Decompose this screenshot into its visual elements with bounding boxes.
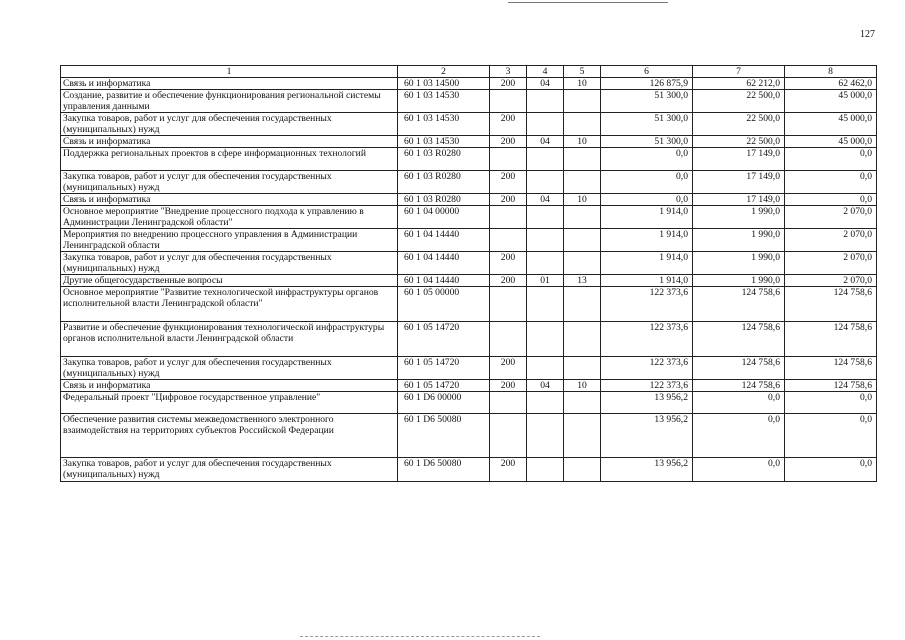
row-code: 60 1 03 14530	[398, 113, 490, 136]
header-cell: 5	[564, 66, 601, 78]
row-code: 60 1 D6 50080	[398, 458, 490, 482]
row-subsection	[564, 252, 601, 275]
row-amount-year-2: 1 990,0	[693, 252, 785, 275]
row-code: 60 1 03 R0280	[398, 171, 490, 194]
row-section: 01	[527, 275, 564, 287]
row-subsection	[564, 458, 601, 482]
row-amount-year-2: 1 990,0	[693, 206, 785, 229]
row-amount-year-3: 2 070,0	[785, 229, 877, 252]
row-amount-year-1: 51 300,0	[601, 113, 693, 136]
row-subsection	[564, 287, 601, 322]
table-row	[61, 357, 877, 380]
row-amount-year-3: 62 462,0	[785, 78, 877, 90]
row-section	[527, 148, 564, 171]
table-row	[61, 392, 877, 414]
table-row	[61, 113, 877, 136]
row-code: 60 1 05 14720	[398, 322, 490, 357]
row-amount-year-3: 124 758,6	[785, 357, 877, 380]
row-amount-year-3: 2 070,0	[785, 252, 877, 275]
row-section	[527, 458, 564, 482]
row-section	[527, 414, 564, 458]
row-code: 60 1 04 14440	[398, 229, 490, 252]
row-name: Основное мероприятие "Внедрение процессного подхода к управлению в Администрации Ленинградской области"	[61, 206, 398, 229]
row-amount-year-1: 1 914,0	[601, 275, 693, 287]
row-name: Связь и информатика	[61, 194, 398, 206]
row-amount-year-3: 0,0	[785, 414, 877, 458]
row-amount-year-1: 1 914,0	[601, 206, 693, 229]
row-amount-year-2: 1 990,0	[693, 275, 785, 287]
row-expense-type: 200	[490, 194, 527, 206]
row-name: Закупка товаров, работ и услуг для обеспечения государственных (муниципальных) нужд	[61, 357, 398, 380]
row-subsection	[564, 206, 601, 229]
row-code: 60 1 05 00000	[398, 287, 490, 322]
row-section: 04	[527, 136, 564, 148]
row-expense-type	[490, 148, 527, 171]
row-name: Закупка товаров, работ и услуг для обеспечения государственных (муниципальных) нужд	[61, 252, 398, 275]
row-code: 60 1 05 14720	[398, 380, 490, 392]
table-row	[61, 458, 877, 482]
table-row	[61, 171, 877, 194]
table-row	[61, 322, 877, 357]
row-amount-year-1: 126 875,9	[601, 78, 693, 90]
row-name: Поддержка региональных проектов в сфере информационных технологий	[61, 148, 398, 171]
row-amount-year-2: 22 500,0	[693, 90, 785, 113]
row-amount-year-1: 122 373,6	[601, 357, 693, 380]
header-cell: 3	[490, 66, 527, 78]
row-subsection	[564, 322, 601, 357]
row-amount-year-2: 124 758,6	[693, 287, 785, 322]
header-cell: 8	[785, 66, 877, 78]
bottom-rule	[300, 636, 540, 637]
table-row	[61, 78, 877, 90]
row-name: Обеспечение развития системы межведомственного электронного взаимодействия на территориях субъектов Российской Федерации	[61, 414, 398, 458]
row-amount-year-2: 17 149,0	[693, 171, 785, 194]
row-name: Развитие и обеспечение функционирования технологической инфраструктуры органов исполнительной власти Ленинградской области	[61, 322, 398, 357]
row-section	[527, 287, 564, 322]
row-amount-year-3: 0,0	[785, 458, 877, 482]
row-expense-type	[490, 392, 527, 414]
row-amount-year-2: 62 212,0	[693, 78, 785, 90]
row-name: Связь и информатика	[61, 136, 398, 148]
row-name: Мероприятия по внедрению процессного управления в Администрации Ленинградской области	[61, 229, 398, 252]
row-subsection	[564, 392, 601, 414]
row-amount-year-1: 51 300,0	[601, 90, 693, 113]
top-rule	[508, 2, 668, 3]
row-expense-type	[490, 287, 527, 322]
row-amount-year-2: 124 758,6	[693, 322, 785, 357]
row-subsection	[564, 148, 601, 171]
row-code: 60 1 03 14500	[398, 78, 490, 90]
row-amount-year-3: 0,0	[785, 392, 877, 414]
row-amount-year-2: 22 500,0	[693, 113, 785, 136]
row-amount-year-3: 0,0	[785, 148, 877, 171]
row-amount-year-2: 22 500,0	[693, 136, 785, 148]
row-name: Закупка товаров, работ и услуг для обеспечения государственных (муниципальных) нужд	[61, 171, 398, 194]
row-expense-type: 200	[490, 78, 527, 90]
row-subsection	[564, 171, 601, 194]
row-subsection	[564, 229, 601, 252]
row-name: Связь и информатика	[61, 78, 398, 90]
table-row	[61, 414, 877, 458]
row-name: Федеральный проект "Цифровое государственное управление"	[61, 392, 398, 414]
row-code: 60 1 04 14440	[398, 275, 490, 287]
row-amount-year-2: 0,0	[693, 414, 785, 458]
row-name: Связь и информатика	[61, 380, 398, 392]
row-subsection: 13	[564, 275, 601, 287]
row-expense-type: 200	[490, 113, 527, 136]
table-body	[61, 66, 877, 482]
row-expense-type: 200	[490, 458, 527, 482]
row-section	[527, 322, 564, 357]
row-amount-year-1: 0,0	[601, 171, 693, 194]
header-cell: 1	[61, 66, 398, 78]
row-amount-year-1: 122 373,6	[601, 380, 693, 392]
row-amount-year-2: 1 990,0	[693, 229, 785, 252]
row-code: 60 1 03 R0280	[398, 148, 490, 171]
row-section	[527, 229, 564, 252]
row-amount-year-1: 0,0	[601, 194, 693, 206]
row-code: 60 1 04 00000	[398, 206, 490, 229]
row-name: Другие общегосударственные вопросы	[61, 275, 398, 287]
row-expense-type: 200	[490, 275, 527, 287]
row-amount-year-3: 124 758,6	[785, 322, 877, 357]
row-amount-year-3: 45 000,0	[785, 90, 877, 113]
row-section	[527, 90, 564, 113]
row-subsection	[564, 414, 601, 458]
row-amount-year-1: 13 956,2	[601, 414, 693, 458]
row-name: Закупка товаров, работ и услуг для обеспечения государственных (муниципальных) нужд	[61, 113, 398, 136]
row-expense-type	[490, 414, 527, 458]
row-section	[527, 357, 564, 380]
row-amount-year-2: 0,0	[693, 458, 785, 482]
header-cell: 2	[398, 66, 490, 78]
row-code: 60 1 D6 00000	[398, 392, 490, 414]
table-row	[61, 229, 877, 252]
table-row	[61, 194, 877, 206]
row-amount-year-2: 17 149,0	[693, 148, 785, 171]
row-amount-year-1: 122 373,6	[601, 322, 693, 357]
row-name: Основное мероприятие "Развитие технологической инфраструктуры органов исполнительной власти Ленинградской области"	[61, 287, 398, 322]
row-code: 60 1 D6 50080	[398, 414, 490, 458]
row-amount-year-1: 1 914,0	[601, 229, 693, 252]
table-row	[61, 148, 877, 171]
row-expense-type: 200	[490, 380, 527, 392]
row-section: 04	[527, 78, 564, 90]
row-amount-year-3: 0,0	[785, 194, 877, 206]
row-code: 60 1 03 14530	[398, 90, 490, 113]
table-header-row	[61, 66, 877, 78]
row-expense-type: 200	[490, 136, 527, 148]
row-amount-year-1: 0,0	[601, 148, 693, 171]
row-amount-year-3: 2 070,0	[785, 275, 877, 287]
row-subsection: 10	[564, 194, 601, 206]
row-amount-year-3: 45 000,0	[785, 136, 877, 148]
row-subsection: 10	[564, 136, 601, 148]
row-section	[527, 252, 564, 275]
row-section	[527, 392, 564, 414]
table-row	[61, 252, 877, 275]
row-subsection: 10	[564, 78, 601, 90]
row-expense-type: 200	[490, 252, 527, 275]
table-row	[61, 136, 877, 148]
row-amount-year-2: 17 149,0	[693, 194, 785, 206]
row-amount-year-3: 124 758,6	[785, 380, 877, 392]
row-amount-year-1: 51 300,0	[601, 136, 693, 148]
row-amount-year-3: 45 000,0	[785, 113, 877, 136]
row-subsection	[564, 113, 601, 136]
page-number: 127	[860, 29, 875, 40]
row-amount-year-1: 13 956,2	[601, 392, 693, 414]
header-cell: 7	[693, 66, 785, 78]
row-section: 04	[527, 194, 564, 206]
row-subsection	[564, 90, 601, 113]
row-section	[527, 206, 564, 229]
table-row	[61, 287, 877, 322]
row-amount-year-1: 1 914,0	[601, 252, 693, 275]
row-code: 60 1 04 14440	[398, 252, 490, 275]
row-amount-year-2: 124 758,6	[693, 357, 785, 380]
row-expense-type: 200	[490, 357, 527, 380]
row-expense-type	[490, 90, 527, 113]
row-name: Закупка товаров, работ и услуг для обеспечения государственных (муниципальных) нужд	[61, 458, 398, 482]
row-code: 60 1 03 14530	[398, 136, 490, 148]
row-expense-type	[490, 206, 527, 229]
table-row	[61, 275, 877, 287]
row-section: 04	[527, 380, 564, 392]
row-subsection: 10	[564, 380, 601, 392]
table-row	[61, 90, 877, 113]
header-cell: 4	[527, 66, 564, 78]
row-expense-type: 200	[490, 171, 527, 194]
row-expense-type	[490, 322, 527, 357]
row-code: 60 1 05 14720	[398, 357, 490, 380]
row-subsection	[564, 357, 601, 380]
row-section	[527, 171, 564, 194]
table-row	[61, 380, 877, 392]
table-row	[61, 206, 877, 229]
header-cell: 6	[601, 66, 693, 78]
row-expense-type	[490, 229, 527, 252]
row-code: 60 1 03 R0280	[398, 194, 490, 206]
row-amount-year-3: 0,0	[785, 171, 877, 194]
row-amount-year-2: 124 758,6	[693, 380, 785, 392]
row-amount-year-3: 2 070,0	[785, 206, 877, 229]
row-amount-year-3: 124 758,6	[785, 287, 877, 322]
row-amount-year-1: 13 956,2	[601, 458, 693, 482]
row-amount-year-1: 122 373,6	[601, 287, 693, 322]
row-amount-year-2: 0,0	[693, 392, 785, 414]
budget-table	[60, 65, 877, 482]
row-name: Создание, развитие и обеспечение функционирования региональной системы управления данными	[61, 90, 398, 113]
row-section	[527, 113, 564, 136]
